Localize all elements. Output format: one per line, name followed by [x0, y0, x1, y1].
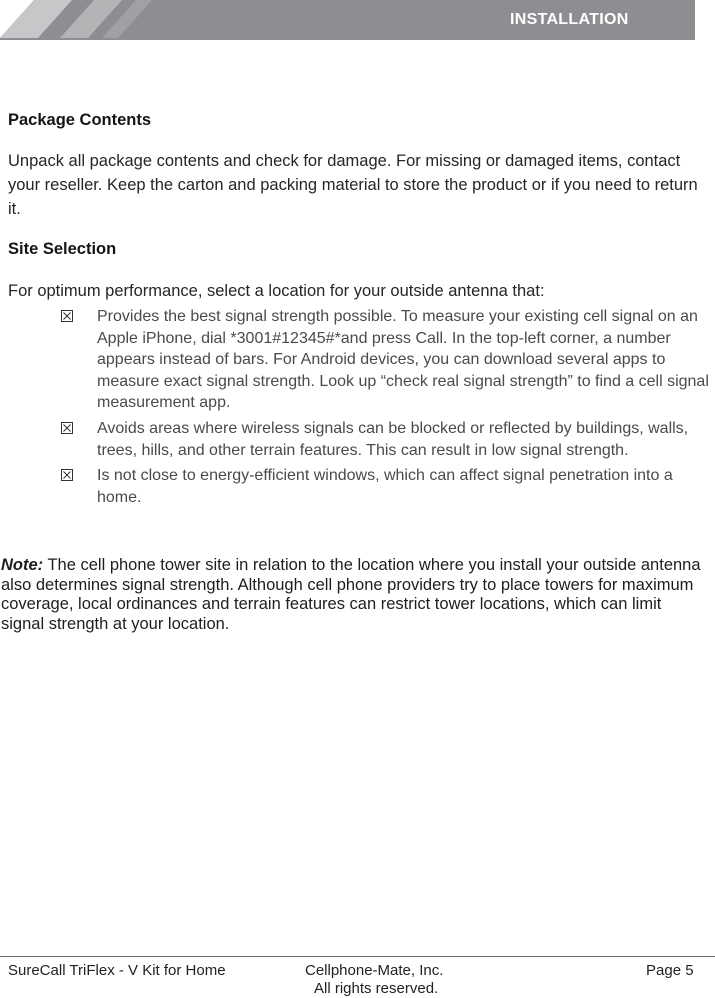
checkbox-x-icon — [61, 469, 73, 481]
checkbox-x-icon — [61, 422, 73, 434]
site-criteria-list — [60, 306, 712, 512]
site-criterion-text: Provides the best signal strength possible. To measure your existing cell signal on an Apple iPhone, dial *3001#12345#*and press Call. In the top-left corner, a number appears instead of bars. For Android devices, you can download several apps to measure exact signal strength. Look up “check real signal strength” to find a cell signal measurement app. — [97, 308, 709, 412]
site-criterion-obstructions — [60, 418, 712, 461]
package-contents-heading: Package Contents — [8, 111, 152, 129]
site-criterion-text: Is not close to energy-efficient windows, which can affect signal penetration into a home. — [97, 467, 673, 506]
footer-divider — [0, 956, 715, 957]
site-selection-intro: For optimum performance, select a location for your outside antenna that: — [8, 282, 545, 300]
footer-company: Cellphone-Mate, Inc. — [305, 962, 444, 979]
section-title: INSTALLATION — [510, 11, 629, 28]
header-band — [0, 0, 695, 40]
note-label: Note: — [1, 556, 44, 574]
footer-product-name: SureCall TriFlex - V Kit for Home — [8, 962, 226, 979]
footer-rights: All rights reserved. — [314, 980, 439, 997]
site-criterion-text: Avoids areas where wireless signals can be blocked or reflected by buildings, walls, trees, hills, and other terrain features. This can result in low signal strength. — [97, 419, 689, 459]
footer-page-number: Page 5 — [646, 962, 694, 979]
site-criterion-windows — [60, 465, 712, 508]
checkbox-x-icon — [61, 310, 73, 322]
note-paragraph — [1, 556, 701, 634]
site-criterion-signal-strength — [60, 306, 712, 414]
site-selection-heading: Site Selection — [8, 240, 117, 258]
package-contents-body: Unpack all package contents and check for damage. For missing or damaged items, contact your reseller. Keep the carton and packing material to store the product or if you need to return it. — [8, 152, 698, 218]
note-text: The cell phone tower site in relation to the location where you install your outside antenna also determines signal strength. Although cell phone providers try to place towers for maximum coverage, local ordinances and terrain features can restrict tower locations, which can limit signal strength at your location. — [1, 556, 701, 633]
